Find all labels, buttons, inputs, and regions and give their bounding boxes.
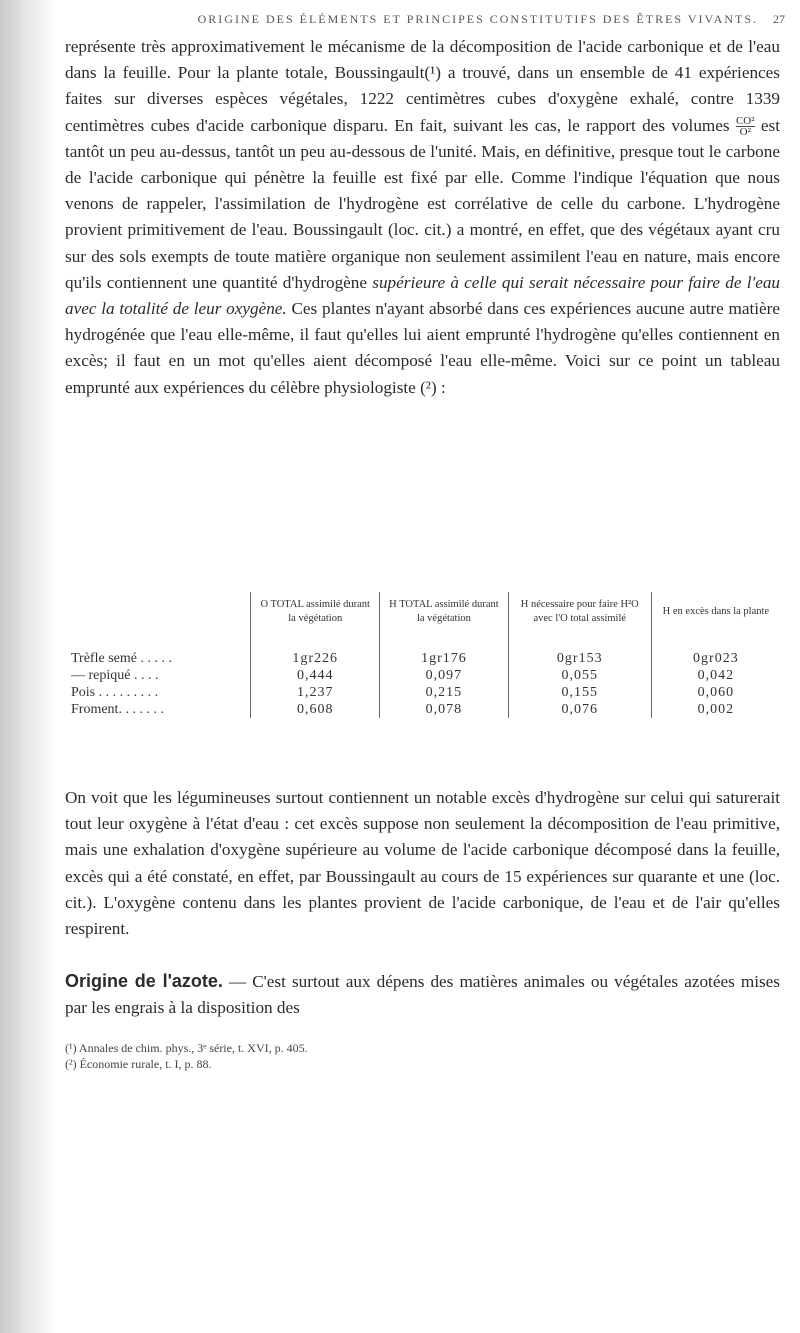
table-cell: 0,055 [508,667,651,684]
paragraph-1-part3: Ces plantes n'ayant absorbé dans ces expériences aucune autre matière hydrogénée que l'eau elle-même, il faut qu'elles lui aient emprunté l'hydrogène qu'elles contiennent en excès; il faut en un mot qu'elles aient décomposé l'eau elle-même. Voici sur ce point un tableau emprunté aux expériences du célèbre physiologiste (²) : [65,299,780,397]
paragraph-1-part2: est tantôt un peu au-dessus, tantôt un peu au-dessous de l'unité. Mais, en définitive, presque tout le carbone de l'acide carbonique qui pénètre la feuille est fixé par elle. Comme l'indique l'équation que nous venons de rappeler, l'assimilation de l'hydrogène est corrélative de celle du carbone. L'hydrogène provient primitivement de l'eau. Boussingault (loc. cit.) a montré, en effet, que des végétaux ayant cru sur des sols exempts de toute matière organique non seulement assimilent l'eau en nature, mais encore qu'ils contiennent une quantité d'hydrogène [65,115,781,292]
volume-ratio-fraction [736,116,755,137]
paragraph-3 [65,968,780,1021]
fraction-numerator: CO² [735,115,755,128]
table-header-h-needed: H nécessaire pour faire H²O avec l'O total assimilé [508,592,651,650]
paragraph-1-part1: représente très approximativement le mécanisme de la décomposition de l'acide carbonique et de l'eau dans la feuille. Pour la plante totale, Boussingault(¹) a trouvé, dans un ensemble de 41 expériences faites sur diverses espèces végétales, 1222 centimètres cubes d'oxygène exhalé, contre 1339 centimètres cubes d'acide carbonique disparu. En fait, suivant les cas, le rapport des volumes [65,37,780,135]
table-cell: 0,155 [508,684,651,701]
paragraph-2 [65,785,780,942]
paragraph-1-italic: supérieure à celle qui serait nécessaire pour faire de l'eau avec la totalité de leur oxygène. [65,272,781,319]
table-header-o-total: O TOTAL assimilé durant la végétation [251,592,380,650]
paragraph-3-text: — C'est surtout aux dépens des matières animales ou végétales azotées mises par les engrais à la disposition des [65,972,780,1018]
table-cell: 0,097 [380,667,509,684]
table-cell: 0,060 [651,684,780,701]
table-cell: Pois . . . . . . . . . [71,685,159,700]
table-cell: — repiqué . . . . [71,668,159,683]
footnotes [65,1040,780,1072]
table-cell: 1gr226 [251,650,380,667]
page-spine-shadow [0,0,58,1333]
page-number: 27 [773,12,785,26]
table-row [65,650,780,667]
table-header-h-excess: H en excès dans la plante [651,592,780,650]
table-header-empty [65,592,251,650]
table-header-row [65,592,780,650]
section-heading-azote: Origine de l'azote. [65,971,223,991]
table-cell: 0,215 [380,684,509,701]
table-header-h-total: H TOTAL assimilé durant la végétation [380,592,509,650]
table-cell: 0gr153 [508,650,651,667]
paragraph-1 [65,34,780,401]
table-cell: 0,002 [651,701,780,718]
table-cell: 0gr023 [651,650,780,667]
table-cell: 0,444 [251,667,380,684]
table-row [65,701,780,718]
table-cell: 0,042 [651,667,780,684]
footnote-1: (¹) Annales de chim. phys., 3ᵉ série, t. XVI, p. 405. [65,1041,308,1055]
running-header [195,12,785,27]
hydrogen-table [65,592,780,718]
table-cell: 0,078 [380,701,509,718]
running-title: ORIGINE DES ÉLÉMENTS ET PRINCIPES CONSTITUTIFS DES ÊTRES VIVANTS. [197,12,758,26]
table-row [65,684,780,701]
table-cell: 0,608 [251,701,380,718]
fraction-denominator: O² [736,126,755,137]
table-cell: Froment. . . . . . . [71,702,164,717]
table-cell: 1gr176 [380,650,509,667]
table-cell: Trèfle semé . . . . . [71,651,172,666]
footnote-2: (²) Économie rurale, t. I, p. 88. [65,1057,212,1071]
table-cell: 1,237 [251,684,380,701]
paragraph-2-text: On voit que les légumineuses surtout contiennent un notable excès d'hydrogène sur celui qui saturerait tout leur oxygène à l'état d'eau : cet excès suppose non seulement la décomposition de l'eau primitive, mais une exhalation d'oxygène supérieure au volume de l'acide carbonique décomposé dans la feuille, excès qui a été constaté, en effet, par Boussingault au cours de 15 expériences sur quarante et une (loc. cit.). L'oxygène contenu dans les plantes provient de l'acide carbonique, de l'eau et de l'air qu'elles respirent. [65,788,780,939]
table-cell: 0,076 [508,701,651,718]
table-row [65,667,780,684]
